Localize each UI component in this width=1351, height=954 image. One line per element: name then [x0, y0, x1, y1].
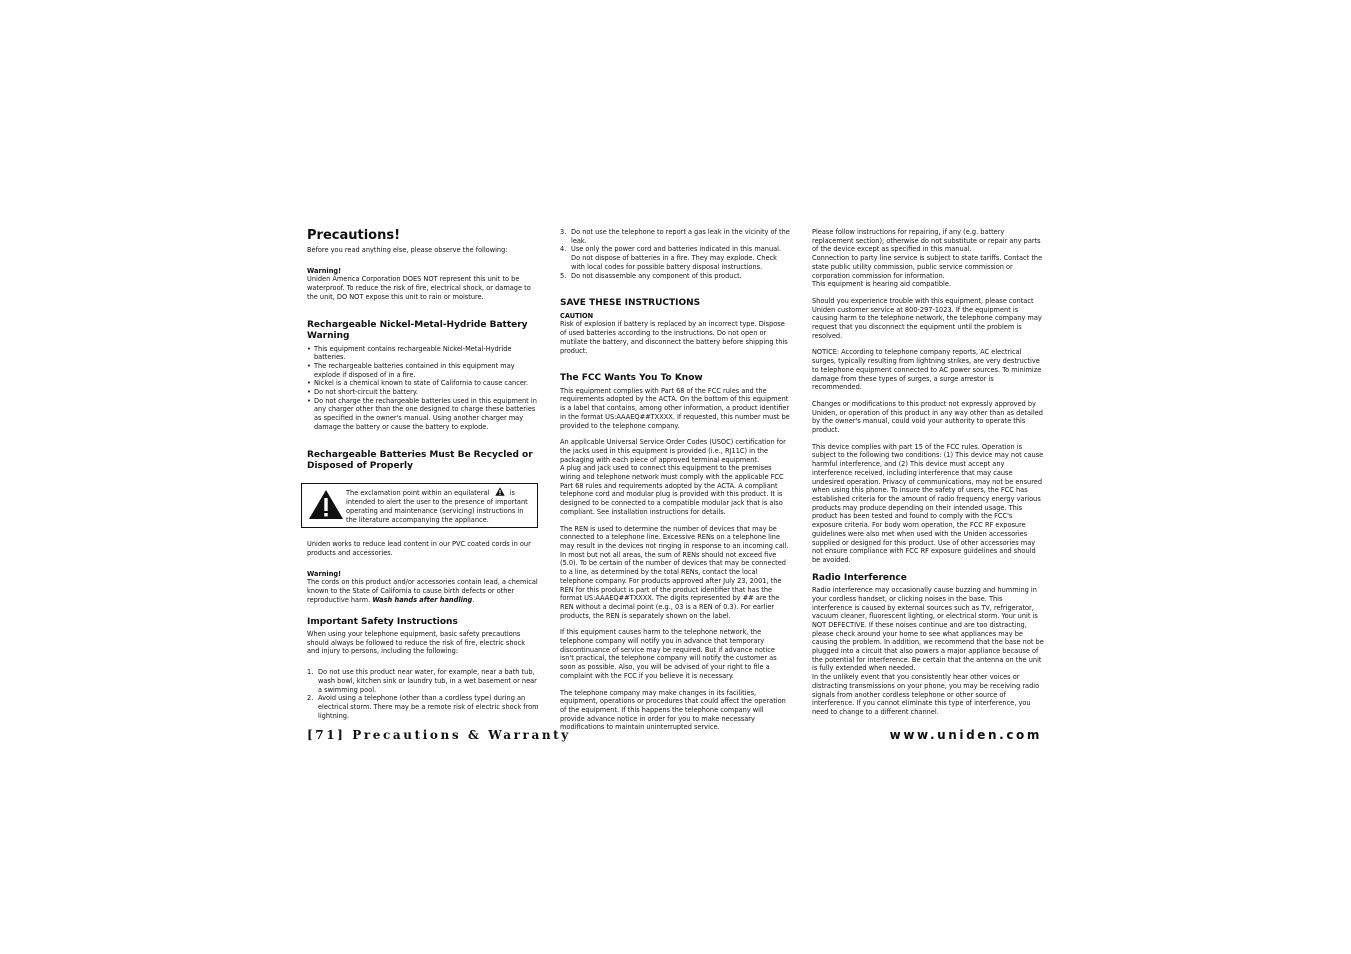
fcc-paragraph: If this equipment causes harm to the telephone network, the telephone company will notify you in advance that temporary discontinuance of service may be required. But if advance notice isn't practical, the telephone company will notify the customer as soon as possible. Also, you will be advised of your right to file a complaint with the FCC if you believe it is necessary.: [560, 628, 777, 680]
item-text: Do not use this product near water, for example, near a bath tub, wash bowl, kitchen sink or laundry tub, in a wet basement or near a swimming pool.: [318, 668, 537, 694]
body-paragraph: Changes or modifications to this product not expressly approved by Uniden, or operation of this product in any way other than as detailed by the owner's manual, could void your authority to operate this product.: [812, 399, 1043, 435]
safety-list-continued: [560, 228, 790, 280]
caution-label: CAUTION: [560, 311, 594, 320]
list-item: • This equipment contains rechargeable Nickel-Metal-Hydride batteries.: [307, 345, 539, 362]
lead-warning-body: The cords on this product and/or accessories contain lead, a chemical known to the State of California to cause birth defects or other reproductive harm.: [307, 578, 538, 604]
safety-intro: When using your telephone equipment, basic safety precautions should always be followed to reduce the risk of fire, electric shock and injury to persons, including the following:: [307, 630, 526, 656]
list-item: • Do not charge the rechargeable batteries used in this equipment in any charger other than the one designed to charge these batteries as specified in the owner's manual. Using another charger may damage the battery or cause the battery to explode.: [307, 397, 539, 432]
list-item: [560, 245, 790, 271]
fcc-paragraph: This equipment complies with Part 68 of the FCC rules and the requirements adopted by the ACTA. On the bottom of this equipment is a label that contains, among other information, a product identifier in the format US:AAAEQ##TXXXX. If requested, this number must be provided to the telephone company.: [560, 386, 790, 430]
list-item: • Nickel is a chemical known to state of California to cause cancer.: [307, 379, 539, 388]
item-text: Avoid using a telephone (other than a cordless type) during an electrical storm. There may be a remote risk of electric shock from lightning.: [318, 694, 539, 720]
column-right: [812, 228, 1044, 717]
warning-box-text-a: The exclamation point within an equilateral: [346, 488, 490, 497]
item-text: Use only the power cord and batteries indicated in this manual. Do not dispose of batteries in a fire. They may explode. Check with local codes for possible battery disposal instructions.: [571, 245, 782, 271]
save-instructions-heading: SAVE THESE INSTRUCTIONS: [560, 298, 701, 309]
body-paragraph: Radio interference may occasionally cause buzzing and humming in your cordless handset, or clicking noises in the base. This interference is caused by external sources such as TV, refrigerator, vacuum cleaner, fluorescent lighting, or electrical storm. Your unit is NOT DEFECTIVE. If these noises continue and are too distracting, please check around your home to see what appliances may be causing the problem. In addition, we recommend that the base not be plugged into a circuit that also powers a major appliance because of the potential for interference. Be certain that the antenna on the unit is fully extended when needed.: [812, 586, 1044, 673]
website-url: www.uniden.com: [889, 728, 1042, 742]
list-item: [560, 272, 790, 281]
fcc-paragraph: The REN is used to determine the number of devices that may be connected to a telephone line. Excessive RENs on a telephone line may result in the devices not ringing in response to an incoming call. In most but not all areas, the sum of RENs should not exceed five (5.0). To be certain of the number of devices that may be connected to a line, as determined by the total RENs, contact the local telephone company. For products approved after July 23, 2001, the REN for this product is part of the product identifier that has the format US:AAAEQ##TXXXX. The digits represented by ## are the REN without a decimal point (e.g., 03 is a REN of 0.3). For earlier products, the REN is separately shown on the label.: [560, 524, 789, 620]
column-left: [307, 228, 539, 720]
fcc-paragraph: A plug and jack used to connect this equipment to the premises wiring and telephone network must comply with the applicable FCC Part 68 rules and requirements adopted by the ACTA. A compliant telephone cord and modular plug is provided with this product. It is designed to be connected to a compatible modular jack that is also compliant. See installation instructions for details.: [560, 464, 784, 516]
lead-warning-end: .: [472, 595, 475, 604]
item-number: 4.: [560, 245, 567, 254]
item-text: Do not disassemble any component of this product.: [571, 271, 742, 280]
list-item: • Do not short-circuit the battery.: [307, 388, 539, 397]
item-number: 1.: [307, 668, 314, 677]
caution-text: Risk of explosion if battery is replaced by an incorrect type. Dispose of used batteries according to the instructions. Do not open or mutilate the battery, and disconnect the battery before shipping this product.: [560, 320, 788, 355]
body-paragraph: NOTICE: According to telephone company reports, AC electrical surges, typically resulting from lightning strikes, are very destructive to telephone equipment connected to AC power sources. To minimize damage from these types of surges, a surge arrestor is recommended.: [812, 348, 1042, 392]
body-paragraph: This equipment is hearing aid compatible.: [812, 280, 952, 289]
warning-triangle-icon: [306, 487, 346, 520]
warning-label: Warning!: [307, 569, 342, 578]
warning-box: [301, 483, 538, 529]
list-item: • The rechargeable batteries contained in this equipment may explode if disposed of in a fire.: [307, 362, 539, 379]
page-footer-title: [71] Precautions & Warranty: [307, 728, 571, 742]
nimh-heading: Rechargeable Nickel-Metal-Hydride Battery Warning: [307, 319, 528, 342]
body-paragraph: This device complies with part 15 of the FCC rules. Operation is subject to the following two conditions: (1) This device may not cause harmful interference, and (2) This device must accept any interference received, including interference that may cause undesired operation. Privacy of communications, may not be ensured when using this phone. To insure the safety of users, the FCC has established criteria for the amount of radio frequency energy various products may produce depending on their intended usage. This product has been tested and found to comply with the FCC's exposure criteria. For body worn operation, the FCC RF exposure guidelines were also met when used with the Uniden accessories supplied or designed for this product. Use of other accessories may not ensure compliance with FCC RF exposure guidelines and should be avoided.: [812, 442, 1044, 564]
list-item: [307, 668, 539, 694]
body-paragraph: Please follow instructions for repairing, if any (e.g. battery replacement section); otherwise do not substitute or repair any parts of the device except as specified in this manual.: [812, 228, 1041, 254]
intro-text: Before you read anything else, please observe the following:: [307, 246, 508, 254]
fcc-paragraph: The telephone company may make changes in its facilities, equipment, operations or procedures that could affect the operation of the equipment. If this happens the telephone company will provide advance notice in order for you to make necessary modifications to maintain uninterrupted service.: [560, 688, 786, 732]
nimh-list: [307, 345, 539, 432]
item-text: Do not use the telephone to report a gas leak in the vicinity of the leak.: [571, 228, 790, 245]
warning-label: Warning!: [307, 266, 342, 275]
warning-box-text: [346, 487, 533, 525]
fcc-paragraph: An applicable Universal Service Order Codes (USOC) certification for the jacks used in this equipment is provided (i.e., RJ11C) in the packaging with each piece of approved terminal equipment.: [560, 438, 786, 464]
item-number: 2.: [307, 694, 314, 703]
lead-text: Uniden works to reduce lead content in our PVC coated cords in our products and accessories.: [307, 540, 531, 558]
warning-box-text-b: is intended to alert the user to the presence of important operating and maintenance (servicing) instructions in the literature accompanying the appliance.: [346, 488, 528, 524]
safety-list: [307, 668, 539, 720]
body-paragraph: In the unlikely event that you consistently hear other voices or distracting transmissions on your phone, you may be receiving radio signals from another cordless telephone or other source of interference. If you cannot eliminate this type of interference, you need to change to a different channel.: [812, 673, 1040, 716]
recycle-heading: Rechargeable Batteries Must Be Recycled or Disposed of Properly: [307, 449, 533, 472]
small-triangle-icon: [495, 487, 505, 499]
lead-warning-text: [307, 578, 539, 604]
warning-text: Uniden America Corporation DOES NOT represent this unit to be waterproof. To reduce the risk of fire, electrical shock, or damage to the unit, DO NOT expose this unit to rain or moisture.: [307, 275, 531, 301]
list-item: [560, 228, 790, 245]
radio-interference-heading: Radio Interference: [812, 572, 907, 583]
column-middle: [560, 228, 790, 732]
page-title: Precautions!: [307, 228, 401, 243]
body-paragraph: Connection to party line service is subject to state tariffs. Contact the state public utility commission, public service commission or corporation commission for information.: [812, 254, 1043, 280]
list-item: [307, 694, 539, 720]
item-number: 5.: [560, 271, 567, 280]
lead-warning-emphasis: Wash hands after handling: [372, 595, 473, 604]
safety-heading: Important Safety Instructions: [307, 616, 458, 627]
fcc-heading: The FCC Wants You To Know: [560, 373, 703, 384]
body-paragraph: Should you experience trouble with this equipment, please contact Uniden customer service at 800-297-1023. If the equipment is causing harm to the telephone network, the telephone company may request that you disconnect the equipment until the problem is resolved.: [812, 296, 1042, 340]
item-number: 3.: [560, 228, 567, 236]
